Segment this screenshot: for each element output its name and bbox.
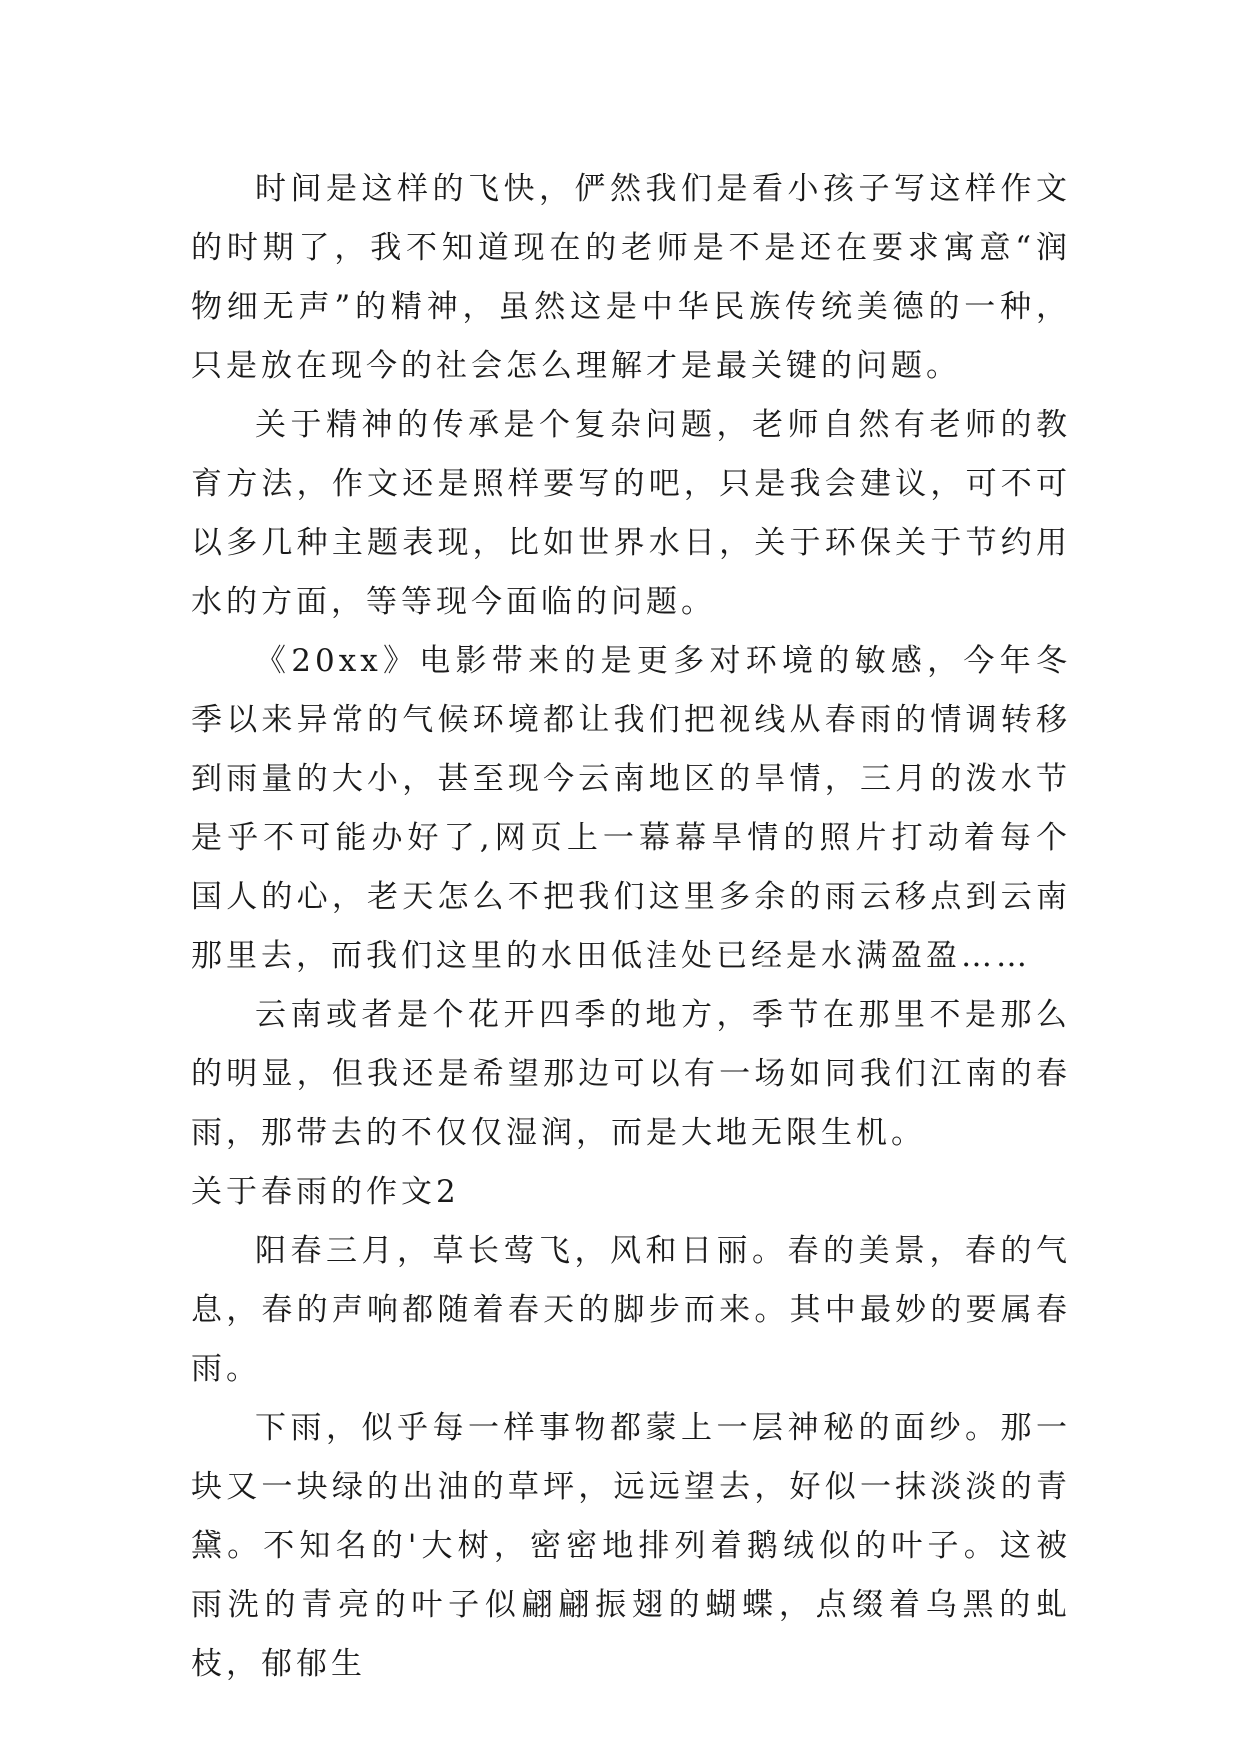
paragraph-2: 关于精神的传承是个复杂问题，老师自然有老师的教育方法，作文还是照样要写的吧，只是我会建议，可不可以多几种主题表现，比如世界水日，关于环保关于节约用水的方面，等等现今面临的问题。 bbox=[191, 407, 1071, 620]
paragraph-6: 下雨，似乎每一样事物都蒙上一层神秘的面纱。那一块又一块绿的出油的草坪，远远望去，好似一抹淡淡的青黛。不知名的'大树，密密地排列着鹅绒似的叶子。这被雨洗的青亮的叶子似翩翩振翅的蝴蝶，点缀着乌黑的虬枝，郁郁生 bbox=[191, 1410, 1071, 1682]
article-body bbox=[191, 160, 1071, 1694]
paragraph-4: 云南或者是个花开四季的地方，季节在那里不是那么的明显，但我还是希望那边可以有一场如同我们江南的春雨，那带去的不仅仅湿润，而是大地无限生机。 bbox=[191, 997, 1071, 1151]
paragraph-5: 阳春三月，草长莺飞，风和日丽。春的美景，春的气息，春的声响都随着春天的脚步而来。其中最妙的要属春雨。 bbox=[191, 1233, 1071, 1387]
paragraph-1: 时间是这样的飞快，俨然我们是看小孩子写这样作文的时期了，我不知道现在的老师是不是还在要求寓意“润物细无声”的精神，虽然这是中华民族传统美德的一种，只是放在现今的社会怎么理解才是最关键的问题。 bbox=[191, 171, 1071, 384]
paragraph-3: 《20xx》电影带来的是更多对环境的敏感，今年冬季以来异常的气候环境都让我们把视线从春雨的情调转移到雨量的大小，甚至现今云南地区的旱情，三月的泼水节是乎不可能办好了,网页上一幕幕旱情的照片打动着每个国人的心，老天怎么不把我们这里多余的雨云移点到云南那里去，而我们这里的水田低洼处已经是水满盈盈…… bbox=[191, 643, 1071, 974]
section-heading: 关于春雨的作文2 bbox=[191, 1174, 460, 1210]
